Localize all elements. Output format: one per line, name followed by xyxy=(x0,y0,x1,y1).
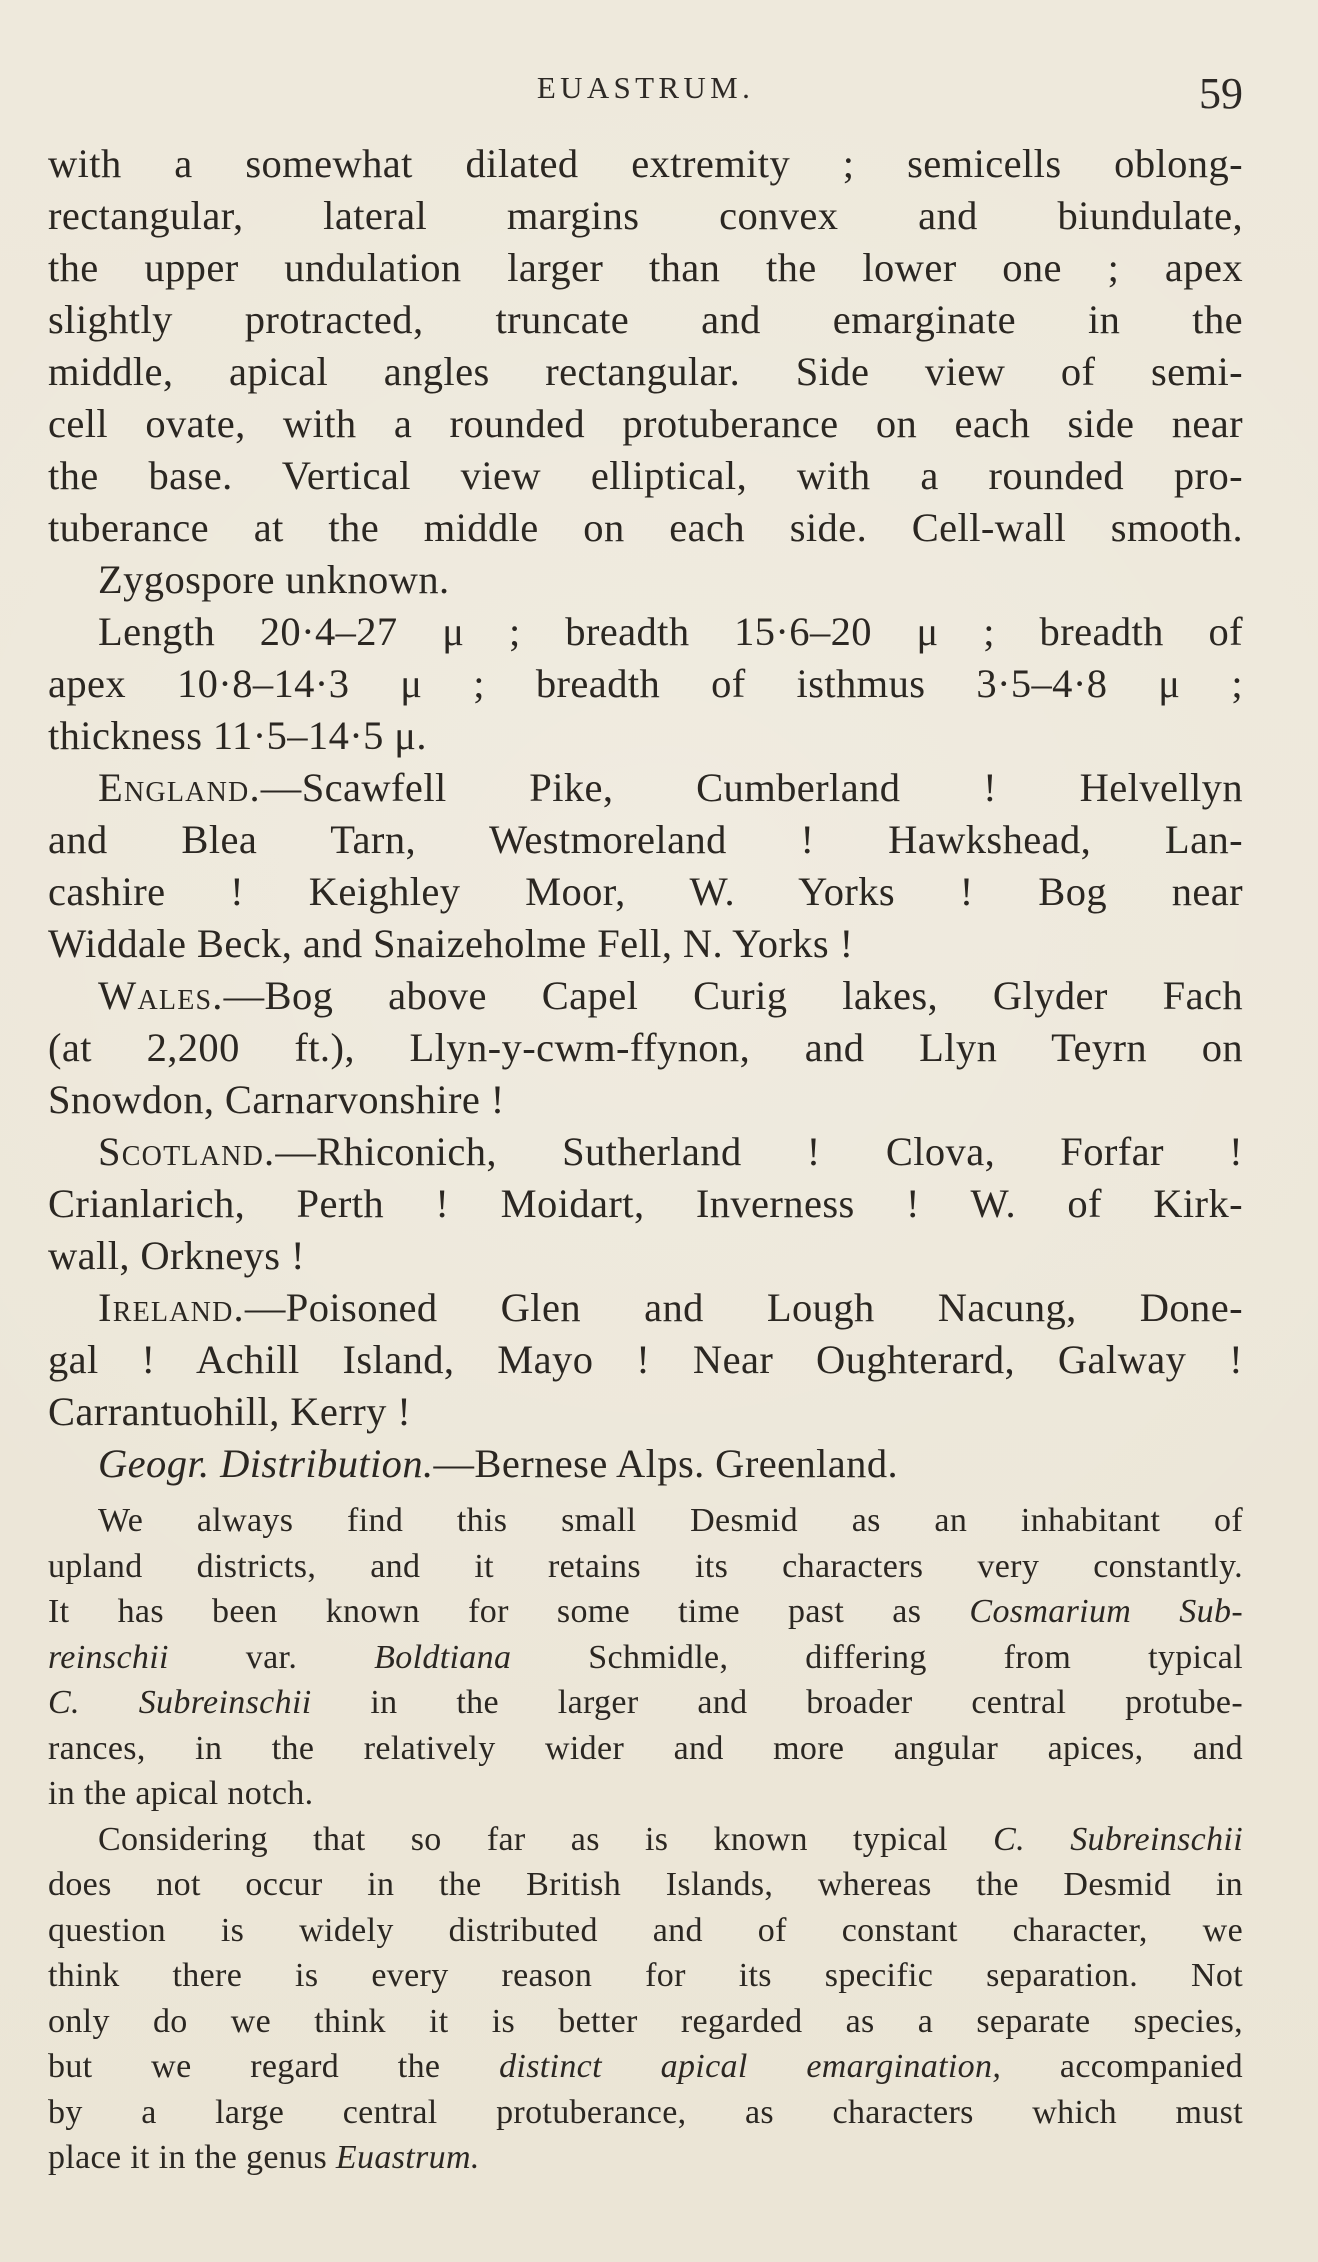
taxon-name: Cosmarium Sub- xyxy=(969,1593,1243,1630)
text-line: slightly protracted, truncate and emarginate in the xyxy=(48,297,1243,342)
page-header xyxy=(48,70,1243,130)
locality-line: Crianlarich, Perth ! Moidart, Inverness ! W. of Kirk- xyxy=(48,1181,1243,1226)
note-line: rances, in the relatively wider and more angular apices, and xyxy=(48,1729,1243,1767)
locality-scotland-label: Scotland. xyxy=(98,1129,276,1174)
note-line: by a large central protuberance, as characters which must xyxy=(48,2093,1243,2131)
taxon-name: Boldtiana xyxy=(374,1638,512,1676)
text-line: with a somewhat dilated extremity ; semicells oblong- xyxy=(48,141,1243,186)
text-line: rectangular, lateral margins convex and biundulate, xyxy=(48,193,1243,238)
note-line xyxy=(48,1635,1243,1681)
note-line: think there is every reason for its specific separation. Not xyxy=(48,1957,1243,1994)
locality-line: cashire ! Keighley Moor, W. Yorks ! Bog near xyxy=(48,869,1243,914)
locality-wales-line xyxy=(48,970,1243,1022)
running-head: EUASTRUM. xyxy=(536,70,755,105)
locality-ireland-text: —Poisoned Glen and Lough Nacung, Done- xyxy=(244,1285,1243,1330)
note-line xyxy=(48,1680,1243,1726)
note-line: question is widely distributed and of constant character, we xyxy=(48,1911,1243,1949)
locality-line: Carrantuohill, Kerry ! xyxy=(48,1389,412,1434)
locality-ireland-line xyxy=(48,1282,1243,1334)
note-fragment: but we regard the xyxy=(48,2048,500,2085)
note-fragment: var. xyxy=(168,1638,375,1676)
locality-england-text: —Scawfell Pike, Cumberland ! Helvellyn xyxy=(260,765,1243,810)
locality-wales-text: —Bog above Capel Curig lakes, Glyder Fach xyxy=(223,973,1243,1018)
locality-england-label: England. xyxy=(98,765,261,810)
text-line: tuberance at the middle on each side. Cell-wall smooth. xyxy=(48,505,1243,550)
locality-line: (at 2,200 ft.), Llyn-y-cwm-ffynon, and Llyn Teyrn on xyxy=(48,1025,1243,1070)
text-line: cell ovate, with a rounded protuberance on each side near xyxy=(48,401,1243,446)
note-fragment: place it in the genus xyxy=(48,2139,336,2176)
locality-scotland-text: —Rhiconich, Sutherland ! Clova, Forfar ! xyxy=(275,1129,1243,1174)
measurement-line: Length 20·4–27 μ ; breadth 15·6–20 μ ; breadth of xyxy=(98,609,1243,654)
locality-line: gal ! Achill Island, Mayo ! Near Oughterard, Galway ! xyxy=(48,1337,1243,1382)
locality-line: Widdale Beck, and Snaizeholme Fell, N. Yorks ! xyxy=(48,921,854,966)
note-line: We always find this small Desmid as an inhabitant of xyxy=(98,1502,1243,1539)
distribution-text: —Bernese Alps. Greenland. xyxy=(433,1441,899,1486)
locality-line: wall, Orkneys ! xyxy=(48,1233,305,1278)
text-line: middle, apical angles rectangular. Side view of semi- xyxy=(48,349,1243,394)
note-fragment: in the larger and broader central protube- xyxy=(311,1684,1244,1721)
commentary xyxy=(48,1498,1243,2181)
note-line: only do we think it is better regarded as a separate species, xyxy=(48,2002,1243,2040)
distribution-line xyxy=(48,1438,1243,1490)
zygospore-line: Zygospore unknown. xyxy=(98,557,450,602)
locality-line: and Blea Tarn, Westmoreland ! Hawkshead, Lan- xyxy=(48,817,1243,862)
measurement-line: apex 10·8–14·3 μ ; breadth of isthmus 3·5–4·8 μ ; xyxy=(48,661,1243,706)
note-fragment: Considering that so far as is known typical xyxy=(98,1820,994,1858)
distribution-label: Geogr. Distribution. xyxy=(98,1441,434,1486)
note-line: upland districts, and it retains its characters very constantly. xyxy=(48,1547,1243,1585)
locality-wales-label: Wales. xyxy=(98,973,224,1018)
taxon-name: C. Subreinschii xyxy=(48,1684,312,1721)
note-line xyxy=(48,2135,1243,2181)
note-line: in the apical notch. xyxy=(48,1775,314,1812)
note-line xyxy=(48,1817,1243,1863)
species-description xyxy=(48,138,1243,1490)
emphasis: distinct apical emargination, xyxy=(499,2048,1002,2085)
locality-ireland-label: Ireland. xyxy=(98,1285,245,1330)
note-line: does not occur in the British Islands, whereas the Desmid in xyxy=(48,1866,1243,1903)
note-fragment: It has been known for some time past as xyxy=(48,1593,970,1630)
measurement-line: thickness 11·5–14·5 μ. xyxy=(48,713,427,758)
taxon-name: reinschii xyxy=(48,1638,169,1676)
locality-line: Snowdon, Carnarvonshire ! xyxy=(48,1077,505,1122)
text-line: the base. Vertical view elliptical, with a rounded pro- xyxy=(48,453,1243,498)
taxon-name: C. Subreinschii xyxy=(993,1820,1244,1858)
genus-name: Euastrum. xyxy=(335,2139,480,2176)
text-line: the upper undulation larger than the lower one ; apex xyxy=(48,245,1243,290)
locality-scotland-line xyxy=(48,1126,1243,1178)
page-content xyxy=(48,138,1243,2181)
note-fragment: Schmidle, differing from typical xyxy=(511,1638,1243,1676)
locality-england-line xyxy=(48,762,1243,814)
note-line xyxy=(48,2044,1243,2090)
page-number: 59 xyxy=(1199,69,1243,118)
note-line xyxy=(48,1589,1243,1635)
note-fragment: accompanied xyxy=(1001,2048,1243,2085)
